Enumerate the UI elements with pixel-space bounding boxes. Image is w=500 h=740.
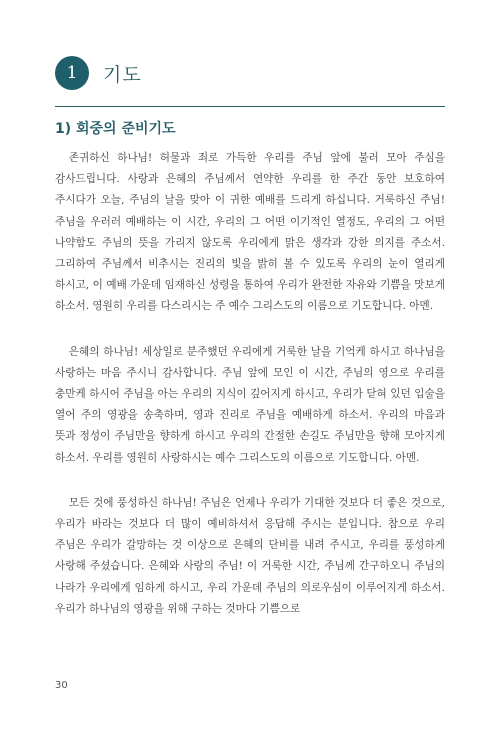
chapter-title: 기도 bbox=[103, 63, 142, 86]
paragraph: 존귀하신 하나님! 허물과 죄로 가득한 우리를 주님 앞에 불러 모아 주심을 감사드립니다. 사랑과 은혜의 주님께서 연약한 우리를 한 주간 동안 보호하여 주시다가 오늘, 주님의 날을 맞아 이 귀한 예배를 드리게 하십니다. 거룩하신 주님! 주님을 우러러 예배하는 이 시간, 우리의 그 어떤 이기적인 열정도, 우리의 그 어떤 나약함도 주님의 뜻을 가리지 않도록 우리에게 맑은 생각과 강한 의지를 주소서. 그리하여 주님께서 비추시는 진리의 빛을 밝히 볼 수 있도록 우리의 눈이 열리게 하시고, 이 예배 가운데 임재하신 성령을 통하여 우리가 완전한 자유와 기쁨을 맛보게 하소서. 영원히 우리를 다스리시는 주 예수 그리스도의 이름으로 기도합니다. 아멘. bbox=[55, 152, 445, 313]
body-text bbox=[55, 148, 445, 644]
page-number: 30 bbox=[55, 680, 68, 691]
paragraph: 모든 것에 풍성하신 하나님! 주님은 언제나 우리가 기대한 것보다 더 좋은 것으로, 우리가 바라는 것보다 더 많이 예비하셔서 응답해 주시는 분입니다. 참으로 우리 주님은 우리가 갈망하는 것 이상으로 은혜의 단비를 내려 주시고, 우리를 풍성하게 사랑해 주셨습니다. 은혜와 사랑의 주님! 이 거룩한 시간, 주님께 간구하오니 주님의 나라가 우리에게 임하게 하시고, 우리 가운데 주님의 의로우심이 이루어지게 하소서. 우리가 하나님의 영광을 위해 구하는 것마다 기쁨으로 bbox=[55, 496, 445, 615]
chapter-heading bbox=[55, 56, 142, 90]
paragraph: 은혜의 하나님! 세상일로 분주했던 우리에게 거룩한 날을 기억케 하시고 하나님을 사랑하는 마음 주시니 감사합니다. 주님 앞에 모인 이 시간, 주님의 영으로 우리를 충만케 하시어 주님을 아는 우리의 지식이 깊어지게 하시고, 우리가 닫혀 있던 입술을 열어 주의 영광을 송축하며, 영과 진리로 주님을 예배하게 하소서. 우리의 마음과 뜻과 정성이 주님만을 향하게 하시고 우리의 간절한 손길도 주님만을 향해 모아지게 하소서. 우리를 영원히 사랑하시는 예수 그리스도의 이름으로 기도합니다. 아멘. bbox=[55, 345, 445, 464]
chapter-number-badge: 1 bbox=[55, 56, 89, 90]
chapter-divider bbox=[55, 106, 445, 107]
section-title: 1) 회중의 준비기도 bbox=[55, 121, 176, 137]
